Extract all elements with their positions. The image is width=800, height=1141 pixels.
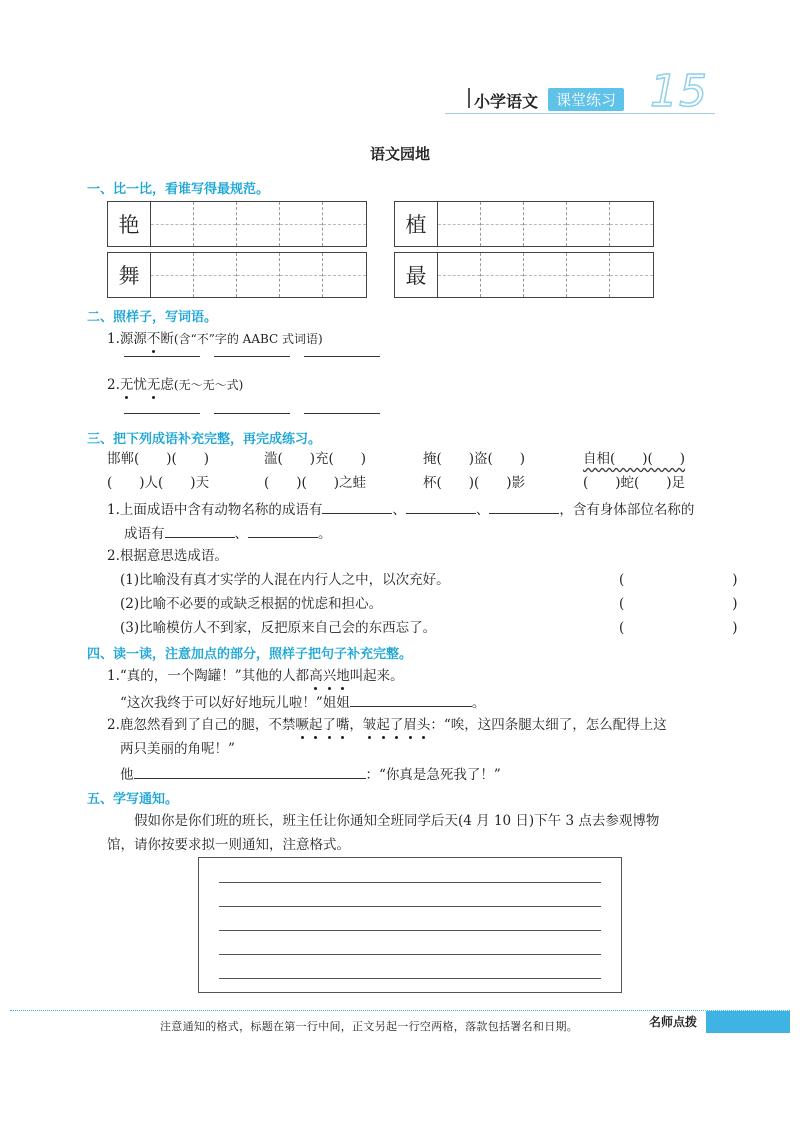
- sentence-text: ：“唉，这四条腿太细了，怎么配得上这: [430, 717, 667, 733]
- question-text: 成语有: [124, 526, 165, 542]
- dotted-char: 嘴: [335, 717, 350, 733]
- answer-line[interactable]: [214, 413, 290, 414]
- sentence-text: 。: [471, 695, 486, 711]
- idiom[interactable]: ( )蛇( )足: [583, 475, 686, 491]
- grid-cell[interactable]: [438, 202, 481, 246]
- answer-line[interactable]: [304, 356, 380, 357]
- grid-cell[interactable]: [151, 253, 194, 297]
- grid-cell[interactable]: [567, 253, 610, 297]
- dotted-char: 无: [146, 377, 161, 393]
- grid-cell[interactable]: [280, 253, 323, 297]
- dotted-char: 皱: [362, 717, 377, 733]
- s4-q2-line2: 两只美丽的角呢！”: [120, 741, 235, 757]
- page-number: 15: [650, 66, 708, 117]
- footer-tag-label: 名师点拨: [640, 1011, 706, 1033]
- s3-q2-intro: 2.根据意思选成语。: [107, 548, 228, 564]
- writing-grid-2[interactable]: [394, 201, 654, 247]
- grid-cell[interactable]: [237, 202, 280, 246]
- grid-char: 植: [395, 202, 438, 246]
- s4-q1: [107, 667, 404, 685]
- answer-line[interactable]: [124, 356, 200, 357]
- writing-grid-4[interactable]: [394, 252, 654, 298]
- grid-cell[interactable]: [524, 253, 567, 297]
- notice-writing-box[interactable]: [198, 857, 622, 993]
- section-3-heading: 三、把下列成语补充完整，再完成练习。: [87, 432, 322, 447]
- answer-line[interactable]: [248, 523, 318, 538]
- sentence-text: ：“你真是急死我了！”: [365, 767, 501, 783]
- answer-line[interactable]: [165, 523, 235, 538]
- answer-line[interactable]: [489, 499, 559, 514]
- grid-cell[interactable]: [481, 253, 524, 297]
- header-tag: 课堂练习: [548, 88, 624, 111]
- question-text: ，含有身体部位名称的: [559, 502, 695, 518]
- grid-cell[interactable]: [237, 253, 280, 297]
- word-text: 源源: [119, 331, 147, 347]
- s5-prompt-line1: 假如你是你们班的班长，班主任让你通知全班同学后天(4 月 10 日)下午 3 点去参观博物: [134, 813, 660, 829]
- writing-line[interactable]: [219, 930, 601, 931]
- answer-line[interactable]: [214, 356, 290, 357]
- s4-q2b: [120, 764, 501, 784]
- grid-cell[interactable]: [438, 253, 481, 297]
- answer-line[interactable]: [304, 413, 380, 414]
- separator: 、: [234, 526, 248, 542]
- answer-paren[interactable]: ( ): [619, 596, 738, 612]
- dotted-char: 起: [308, 717, 323, 733]
- word-text: 忧: [133, 377, 147, 393]
- s5-prompt-line2: 馆，请你按要求拟一则通知，注意格式。: [107, 837, 350, 853]
- question-text: 1.上面成语中含有动物名称的成语有: [107, 502, 323, 518]
- grid-cell[interactable]: [610, 253, 653, 297]
- grid-cell[interactable]: [280, 202, 323, 246]
- section-2-heading: 二、照样子，写词语。: [87, 310, 218, 325]
- writing-line[interactable]: [219, 954, 601, 955]
- page-title: 语文园地: [369, 145, 430, 163]
- grid-cell[interactable]: [481, 202, 524, 246]
- s3-q1-line2: [124, 523, 332, 543]
- sentence-text: “这次我终于可以好好地玩儿啦！”姐姐: [120, 695, 350, 711]
- footer-tag: [640, 1011, 790, 1033]
- separator: 、: [392, 502, 406, 518]
- idiom[interactable]: 滥( )充( ): [264, 451, 367, 467]
- idiom[interactable]: 掩( )盗( ): [423, 451, 526, 467]
- writing-line[interactable]: [219, 882, 601, 883]
- q-number: 1.: [107, 331, 120, 347]
- idiom[interactable]: 杯( )( )影: [423, 475, 526, 491]
- dotted-char: 头: [416, 717, 431, 733]
- dotted-char: 兴: [322, 668, 337, 684]
- grid-cell[interactable]: [323, 253, 366, 297]
- dotted-char: 地: [336, 668, 350, 684]
- sentence-text: 1.“真的，一个陶罐！”其他的人都: [107, 668, 310, 684]
- hint-text: (无～无～式): [173, 378, 244, 392]
- idiom[interactable]: ( )( )之蛙: [264, 475, 367, 491]
- grid-char: 最: [395, 253, 438, 297]
- section-5-heading: 五、学写通知。: [87, 792, 179, 807]
- grid-char: 舞: [108, 253, 151, 297]
- dotted-char: 高: [309, 668, 323, 684]
- writing-line[interactable]: [219, 978, 601, 979]
- separator: 。: [318, 526, 332, 542]
- grid-cell[interactable]: [194, 253, 237, 297]
- s4-q1b: [120, 692, 485, 712]
- grid-cell[interactable]: [524, 202, 567, 246]
- word-text: 虑: [160, 377, 174, 393]
- s3-q2-item: (2)比喻不必要的或缺乏根据的忧虑和担心。: [120, 596, 383, 612]
- dotted-char: 起: [376, 717, 390, 733]
- idiom[interactable]: ( )人( )天: [107, 475, 210, 491]
- s3-q2-item: (3)比喻模仿人不到家，反把原来自己会的东西忘了。: [120, 620, 437, 636]
- separator: 、: [475, 502, 490, 518]
- s3-q1-line1: [107, 499, 694, 519]
- grid-cell[interactable]: [567, 202, 610, 246]
- q-number: 2.: [107, 377, 120, 393]
- sentence-text: ，: [349, 717, 363, 733]
- answer-line[interactable]: [322, 499, 392, 514]
- grid-cell[interactable]: [610, 202, 653, 246]
- grid-cell[interactable]: [323, 202, 366, 246]
- dotted-char: 无: [119, 377, 134, 393]
- footer-tip: 注意通知的格式，标题在第一行中间，正文另起一行空两格，落款包括署名和日期。: [160, 1020, 579, 1033]
- s2-q1: [107, 330, 323, 348]
- header-separator: [468, 88, 470, 108]
- sentence-text: 2.鹿忽然看到了自己的腿，不禁: [107, 717, 296, 733]
- sentence-text: 叫起来。: [349, 668, 404, 684]
- idiom[interactable]: 自相( )( ): [583, 451, 686, 467]
- dotted-char: 了: [389, 717, 404, 733]
- grid-cell[interactable]: [151, 202, 194, 246]
- idiom[interactable]: 邯郸( )( ): [107, 451, 210, 467]
- s4-q2: [107, 716, 667, 734]
- grid-char: 艳: [108, 202, 151, 246]
- word-text: 断: [160, 331, 174, 347]
- answer-line[interactable]: [350, 692, 472, 707]
- dotted-char: 噘: [295, 717, 309, 733]
- dotted-char: 不: [146, 331, 161, 347]
- answer-line[interactable]: [134, 764, 366, 779]
- writing-grid-1[interactable]: [107, 201, 367, 247]
- header-subject: 小学语文: [474, 92, 539, 111]
- s3-q2-item: (1)比喻没有真才实学的人混在内行人之中，以次充好。: [120, 572, 450, 588]
- answer-paren[interactable]: ( ): [619, 620, 738, 636]
- answer-paren[interactable]: ( ): [619, 572, 738, 588]
- section-1-heading: 一、比一比，看谁写得最规范。: [87, 182, 270, 197]
- dotted-char: 眉: [403, 717, 417, 733]
- hint-text: (含“不”字的 AABC 式词语): [173, 332, 323, 346]
- answer-line[interactable]: [124, 413, 200, 414]
- writing-grid-3[interactable]: [107, 252, 367, 298]
- s2-q2: [107, 376, 243, 394]
- answer-line[interactable]: [406, 499, 476, 514]
- writing-line[interactable]: [219, 906, 601, 907]
- section-4-heading: 四、读一读，注意加点的部分，照样子把句子补充完整。: [87, 647, 413, 662]
- sentence-text: 他: [120, 767, 134, 783]
- grid-cell[interactable]: [194, 202, 237, 246]
- dotted-char: 了: [322, 717, 336, 733]
